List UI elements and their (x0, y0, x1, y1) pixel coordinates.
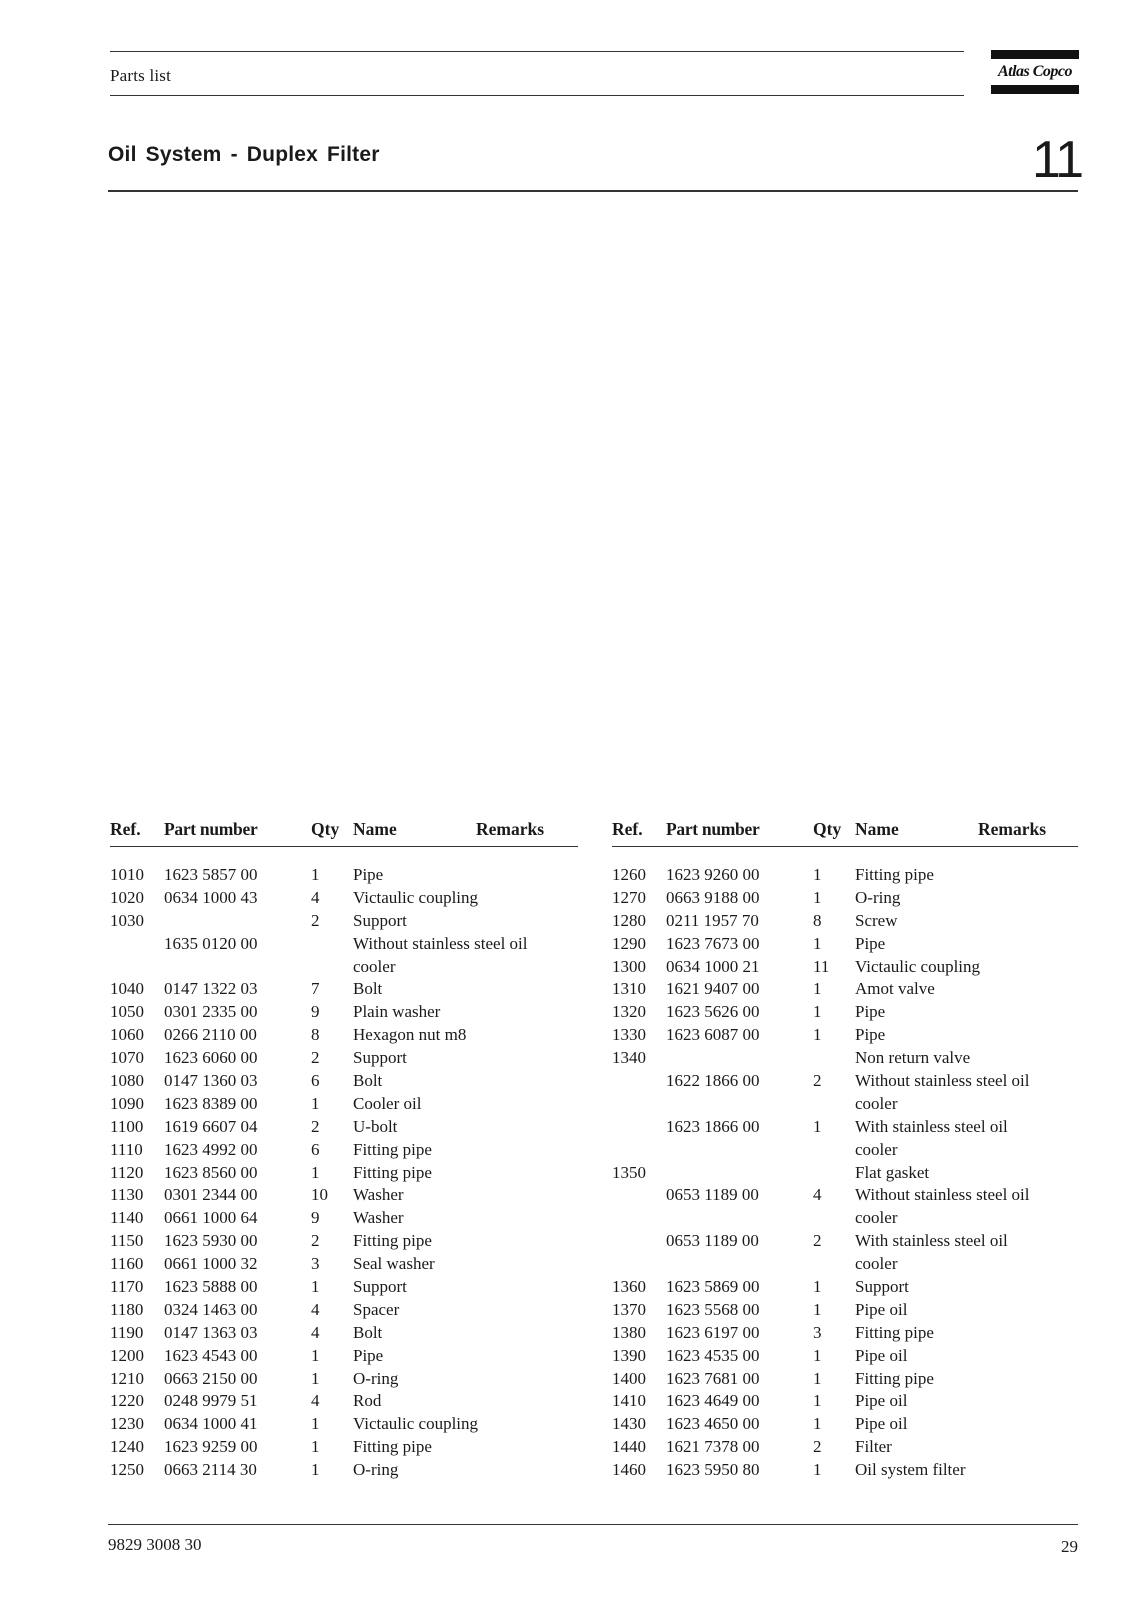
table-row (612, 933, 1078, 956)
cell-part-number: 1635 0120 00 (164, 933, 258, 953)
cell-name: Pipe (353, 865, 384, 884)
cell-part-number: 1623 5568 00 (666, 1299, 760, 1319)
cell-qty: 1 (311, 1368, 320, 1388)
table-row (612, 956, 1078, 979)
table-header-rule (612, 846, 1078, 847)
cell-name: Pipe oil (855, 1391, 908, 1411)
cell-qty: 2 (311, 910, 320, 930)
cell-ref: 1150 (110, 1231, 144, 1251)
cell-name: Fitting pipe (353, 1231, 432, 1251)
table-row (110, 1368, 578, 1391)
col-part-number-header: Part number (164, 819, 258, 839)
cell-name: Without stainless steel oil (353, 933, 528, 953)
col-ref-header: Ref. (110, 819, 141, 839)
table-row (110, 1459, 578, 1482)
cell-qty: 1 (813, 1299, 822, 1319)
cell-ref: 1180 (110, 1299, 144, 1319)
cell-ref: 1350 (612, 1162, 646, 1182)
table-row (612, 1345, 1078, 1368)
table-row (612, 1047, 1078, 1070)
table-row (612, 887, 1078, 910)
cell-name: Support (353, 1048, 407, 1068)
cell-part-number: 0211 1957 70 (666, 910, 759, 930)
cell-ref: 1110 (110, 1139, 143, 1159)
atlas-copco-logo (991, 50, 1079, 94)
cell-part-number: 1623 8560 00 (164, 1162, 258, 1182)
cell-ref: 1040 (110, 979, 144, 999)
cell-part-number: 1622 1866 00 (666, 1071, 760, 1091)
cell-part-number: 0663 2114 30 (164, 1460, 257, 1480)
cell-ref: 1370 (612, 1299, 646, 1319)
cell-name: With stainless steel oil (855, 1116, 1008, 1136)
logo-bottom-bar (991, 85, 1079, 94)
cell-qty: 3 (311, 1254, 320, 1274)
cell-ref: 1030 (110, 910, 144, 930)
cell-ref: 1440 (612, 1437, 646, 1457)
cell-part-number: 1623 1866 00 (666, 1116, 760, 1136)
cell-qty: 1 (311, 1414, 320, 1434)
table-row (612, 864, 1078, 887)
cell-name: Support (353, 1277, 407, 1297)
cell-name: O-ring (353, 1460, 399, 1480)
cell-part-number: 0147 1360 03 (164, 1071, 258, 1091)
table-row (612, 1390, 1078, 1413)
cell-ref: 1020 (110, 887, 144, 907)
cell-name: Pipe (855, 1025, 886, 1045)
col-ref-header: Ref. (612, 819, 643, 839)
cell-qty: 4 (311, 1299, 320, 1319)
table-row (110, 1345, 578, 1368)
cell-name: Without stainless steel oil (855, 1071, 1030, 1091)
cell-part-number: 0147 1363 03 (164, 1322, 258, 1342)
cell-ref: 1400 (612, 1368, 646, 1388)
cell-part-number: 1623 8389 00 (164, 1093, 258, 1113)
cell-ref: 1430 (612, 1414, 646, 1434)
cell-part-number: 1623 6197 00 (666, 1322, 760, 1342)
cell-qty: 4 (311, 887, 320, 907)
table-row (110, 1253, 578, 1276)
cell-ref: 1090 (110, 1093, 144, 1113)
table-row (612, 1276, 1078, 1299)
cell-part-number: 0266 2110 00 (164, 1025, 257, 1045)
cell-part-number: 0634 1000 21 (666, 956, 760, 976)
cell-part-number: 1623 6087 00 (666, 1025, 760, 1045)
cell-ref: 1280 (612, 910, 646, 930)
cell-part-number: 1623 9259 00 (164, 1437, 258, 1457)
cell-name: cooler (855, 1254, 898, 1274)
table-row (110, 1162, 578, 1185)
table-row (612, 1184, 1078, 1207)
cell-qty: 1 (813, 1345, 822, 1365)
cell-part-number: 1623 5857 00 (164, 865, 258, 884)
cell-part-number: 1623 5930 00 (164, 1231, 258, 1251)
cell-part-number: 0634 1000 41 (164, 1414, 258, 1434)
cell-ref: 1330 (612, 1025, 646, 1045)
table-row (110, 1070, 578, 1093)
cell-part-number: 0248 9979 51 (164, 1391, 258, 1411)
parts-table-left (110, 818, 578, 1480)
cell-ref: 1410 (612, 1391, 646, 1411)
header-top-rule (110, 51, 964, 52)
cell-part-number: 1623 4543 00 (164, 1345, 258, 1365)
table-row (110, 864, 578, 887)
table-row (612, 1070, 1078, 1093)
cell-name: Bolt (353, 1322, 383, 1342)
col-name-header: Name (855, 819, 899, 839)
table-body (110, 864, 578, 1482)
cell-name: Victaulic coupling (855, 956, 981, 976)
col-qty-header: Qty (311, 819, 340, 839)
cell-name: Pipe oil (855, 1299, 908, 1319)
cell-part-number: 0663 9188 00 (666, 887, 760, 907)
cell-name: Support (353, 910, 407, 930)
cell-part-number: 1623 5950 80 (666, 1460, 760, 1480)
cell-part-number: 0634 1000 43 (164, 887, 258, 907)
cell-name: Fitting pipe (855, 1368, 934, 1388)
table-row (612, 1093, 1078, 1116)
cell-name: Washer (353, 1185, 404, 1205)
cell-name: Fitting pipe (855, 865, 934, 884)
cell-name: Fitting pipe (353, 1139, 432, 1159)
cell-name: Washer (353, 1208, 404, 1228)
cell-qty: 8 (311, 1025, 320, 1045)
cell-qty: 2 (311, 1048, 320, 1068)
cell-qty: 1 (813, 933, 822, 953)
cell-name: Support (855, 1277, 909, 1297)
col-remarks-header: Remarks (978, 819, 1047, 839)
col-remarks-header: Remarks (476, 819, 545, 839)
cell-qty: 1 (311, 1277, 320, 1297)
table-row (110, 887, 578, 910)
cell-name: Fitting pipe (353, 1162, 432, 1182)
cell-qty: 1 (813, 1368, 822, 1388)
cell-name: Non return valve (855, 1048, 971, 1068)
cell-qty: 7 (311, 979, 320, 999)
cell-ref: 1220 (110, 1391, 144, 1411)
cell-part-number: 0661 1000 32 (164, 1254, 258, 1274)
cell-ref: 1210 (110, 1368, 144, 1388)
cell-ref: 1260 (612, 865, 646, 884)
cell-ref: 1290 (612, 933, 646, 953)
cell-ref: 1190 (110, 1322, 144, 1342)
cell-part-number: 1623 5626 00 (666, 1002, 760, 1022)
cell-qty: 1 (813, 1002, 822, 1022)
cell-part-number: 1621 9407 00 (666, 979, 760, 999)
page-number: 29 (1061, 1537, 1078, 1556)
cell-part-number: 1621 7378 00 (666, 1437, 760, 1457)
cell-qty: 8 (813, 910, 822, 930)
cell-ref: 1060 (110, 1025, 144, 1045)
table-row (612, 1322, 1078, 1345)
cell-name: Amot valve (855, 979, 935, 999)
table-header (110, 818, 578, 840)
table-row (612, 1001, 1078, 1024)
cell-qty: 2 (813, 1437, 822, 1457)
cell-qty: 2 (311, 1116, 320, 1136)
cell-qty: 10 (311, 1185, 328, 1205)
col-name-header: Name (353, 819, 397, 839)
cell-name: Cooler oil (353, 1093, 422, 1113)
cell-ref: 1270 (612, 887, 646, 907)
table-row (612, 1299, 1078, 1322)
table-body (612, 864, 1078, 1482)
table-row (612, 1436, 1078, 1459)
cell-ref: 1460 (612, 1460, 646, 1480)
table-row (110, 910, 578, 933)
cell-name: O-ring (855, 887, 901, 907)
cell-name: cooler (353, 956, 396, 976)
cell-ref: 1340 (612, 1048, 646, 1068)
cell-name: Seal washer (353, 1254, 435, 1274)
cell-part-number: 0301 2335 00 (164, 1002, 258, 1022)
cell-ref: 1160 (110, 1254, 144, 1274)
cell-ref: 1390 (612, 1345, 646, 1365)
cell-part-number: 1623 4992 00 (164, 1139, 258, 1159)
cell-ref: 1230 (110, 1414, 144, 1434)
table-row (612, 1459, 1078, 1482)
table-row (110, 1276, 578, 1299)
footer-rule (108, 1524, 1078, 1525)
cell-name: Pipe (855, 1002, 886, 1022)
table-row (110, 1299, 578, 1322)
table-row (612, 1162, 1078, 1185)
cell-name: Filter (855, 1437, 892, 1457)
cell-part-number: 0661 1000 64 (164, 1208, 258, 1228)
cell-name: Spacer (353, 1299, 400, 1319)
cell-name: With stainless steel oil (855, 1231, 1008, 1251)
cell-name: Bolt (353, 979, 383, 999)
cell-qty: 4 (311, 1391, 320, 1411)
cell-name: Pipe oil (855, 1414, 908, 1434)
cell-name: Victaulic coupling (353, 1414, 479, 1434)
cell-qty: 11 (813, 956, 830, 976)
cell-ref: 1010 (110, 865, 144, 884)
cell-ref: 1100 (110, 1116, 144, 1136)
cell-name: Rod (353, 1391, 382, 1411)
col-qty-header: Qty (813, 819, 842, 839)
cell-name: Pipe (855, 933, 886, 953)
cell-part-number: 1623 7673 00 (666, 933, 760, 953)
cell-part-number: 1623 9260 00 (666, 865, 760, 884)
cell-name: Oil system filter (855, 1460, 966, 1480)
cell-ref: 1240 (110, 1437, 144, 1457)
cell-name: O-ring (353, 1368, 399, 1388)
table-row (110, 1207, 578, 1230)
table-row (612, 1368, 1078, 1391)
cell-ref: 1250 (110, 1460, 144, 1480)
cell-part-number: 0324 1463 00 (164, 1299, 258, 1319)
cell-qty: 1 (813, 865, 822, 884)
cell-part-number: 0663 2150 00 (164, 1368, 258, 1388)
cell-name: cooler (855, 1208, 898, 1228)
table-row (110, 956, 578, 979)
cell-qty: 1 (813, 1460, 822, 1480)
cell-qty: 1 (311, 1437, 320, 1457)
cell-qty: 1 (813, 1025, 822, 1045)
cell-qty: 4 (813, 1185, 822, 1205)
table-row (110, 1139, 578, 1162)
cell-part-number: 1623 4649 00 (666, 1391, 760, 1411)
cell-name: Screw (855, 910, 898, 930)
section-number: 11 (1032, 131, 1082, 189)
table-row (110, 978, 578, 1001)
page-title: Oil System - Duplex Filter (108, 143, 380, 166)
table-row (110, 1413, 578, 1436)
cell-qty: 6 (311, 1071, 320, 1091)
table-row (110, 1047, 578, 1070)
cell-ref: 1380 (612, 1322, 646, 1342)
cell-qty: 1 (813, 979, 822, 999)
table-row (110, 1093, 578, 1116)
cell-ref: 1360 (612, 1277, 646, 1297)
cell-name: Fitting pipe (855, 1322, 934, 1342)
cell-name: Flat gasket (855, 1162, 930, 1182)
cell-part-number: 1623 7681 00 (666, 1368, 760, 1388)
cell-name: Fitting pipe (353, 1437, 432, 1457)
cell-qty: 2 (813, 1231, 822, 1251)
title-rule (108, 190, 1078, 192)
cell-ref: 1170 (110, 1277, 144, 1297)
col-part-number-header: Part number (666, 819, 760, 839)
cell-ref: 1300 (612, 956, 646, 976)
cell-ref: 1310 (612, 979, 646, 999)
cell-ref: 1130 (110, 1185, 144, 1205)
document-number: 9829 3008 30 (108, 1535, 202, 1554)
cell-ref: 1200 (110, 1345, 144, 1365)
cell-part-number: 1619 6607 04 (164, 1116, 258, 1136)
cell-part-number: 0653 1189 00 (666, 1231, 759, 1251)
cell-ref: 1050 (110, 1002, 144, 1022)
cell-qty: 3 (813, 1322, 822, 1342)
table-row (110, 1024, 578, 1047)
cell-qty: 9 (311, 1208, 320, 1228)
logo-text: Atlas Copco (997, 63, 1073, 80)
cell-name: Without stainless steel oil (855, 1185, 1030, 1205)
cell-part-number: 0301 2344 00 (164, 1185, 258, 1205)
cell-ref: 1120 (110, 1162, 144, 1182)
table-row (110, 1184, 578, 1207)
table-row (110, 1230, 578, 1253)
cell-qty: 1 (311, 1093, 320, 1113)
table-row (110, 1390, 578, 1413)
cell-qty: 2 (311, 1231, 320, 1251)
cell-ref: 1140 (110, 1208, 144, 1228)
cell-part-number: 0147 1322 03 (164, 979, 258, 999)
cell-qty: 1 (311, 1345, 320, 1365)
header-section-label: Parts list (110, 66, 172, 85)
cell-qty: 6 (311, 1139, 320, 1159)
header-bottom-rule (110, 95, 964, 96)
table-row (110, 1001, 578, 1024)
table-row (612, 1116, 1078, 1139)
cell-qty: 1 (813, 887, 822, 907)
cell-qty: 1 (311, 865, 320, 884)
table-row (110, 1322, 578, 1345)
table-header (612, 818, 1078, 840)
cell-part-number: 1623 5888 00 (164, 1277, 258, 1297)
cell-part-number: 1623 5869 00 (666, 1277, 760, 1297)
table-header-rule (110, 846, 578, 847)
cell-name: Plain washer (353, 1002, 441, 1022)
cell-qty: 1 (813, 1116, 822, 1136)
parts-table-right (612, 818, 1078, 1480)
table-row (612, 1207, 1078, 1230)
cell-ref: 1320 (612, 1002, 646, 1022)
cell-ref: 1070 (110, 1048, 144, 1068)
cell-name: Hexagon nut m8 (353, 1025, 467, 1045)
cell-qty: 1 (813, 1277, 822, 1297)
cell-part-number: 0653 1189 00 (666, 1185, 759, 1205)
cell-part-number: 1623 4535 00 (666, 1345, 760, 1365)
cell-qty: 1 (311, 1162, 320, 1182)
cell-name: Pipe oil (855, 1345, 908, 1365)
table-row (612, 1139, 1078, 1162)
cell-qty: 4 (311, 1322, 320, 1342)
table-row (612, 910, 1078, 933)
cell-qty: 1 (311, 1460, 320, 1480)
cell-qty: 1 (813, 1414, 822, 1434)
table-row (110, 1436, 578, 1459)
cell-name: Bolt (353, 1071, 383, 1091)
table-row (110, 933, 578, 956)
cell-qty: 1 (813, 1391, 822, 1411)
table-row (612, 1413, 1078, 1436)
table-row (612, 1230, 1078, 1253)
cell-name: cooler (855, 1139, 898, 1159)
table-row (110, 1116, 578, 1139)
cell-qty: 2 (813, 1071, 822, 1091)
cell-name: U-bolt (353, 1116, 398, 1136)
table-row (612, 978, 1078, 1001)
cell-part-number: 1623 4650 00 (666, 1414, 760, 1434)
cell-name: Victaulic coupling (353, 887, 479, 907)
cell-ref: 1080 (110, 1071, 144, 1091)
cell-part-number: 1623 6060 00 (164, 1048, 258, 1068)
cell-name: Pipe (353, 1345, 384, 1365)
logo-top-bar (991, 50, 1079, 59)
cell-name: cooler (855, 1093, 898, 1113)
table-row (612, 1024, 1078, 1047)
cell-qty: 9 (311, 1002, 320, 1022)
table-row (612, 1253, 1078, 1276)
